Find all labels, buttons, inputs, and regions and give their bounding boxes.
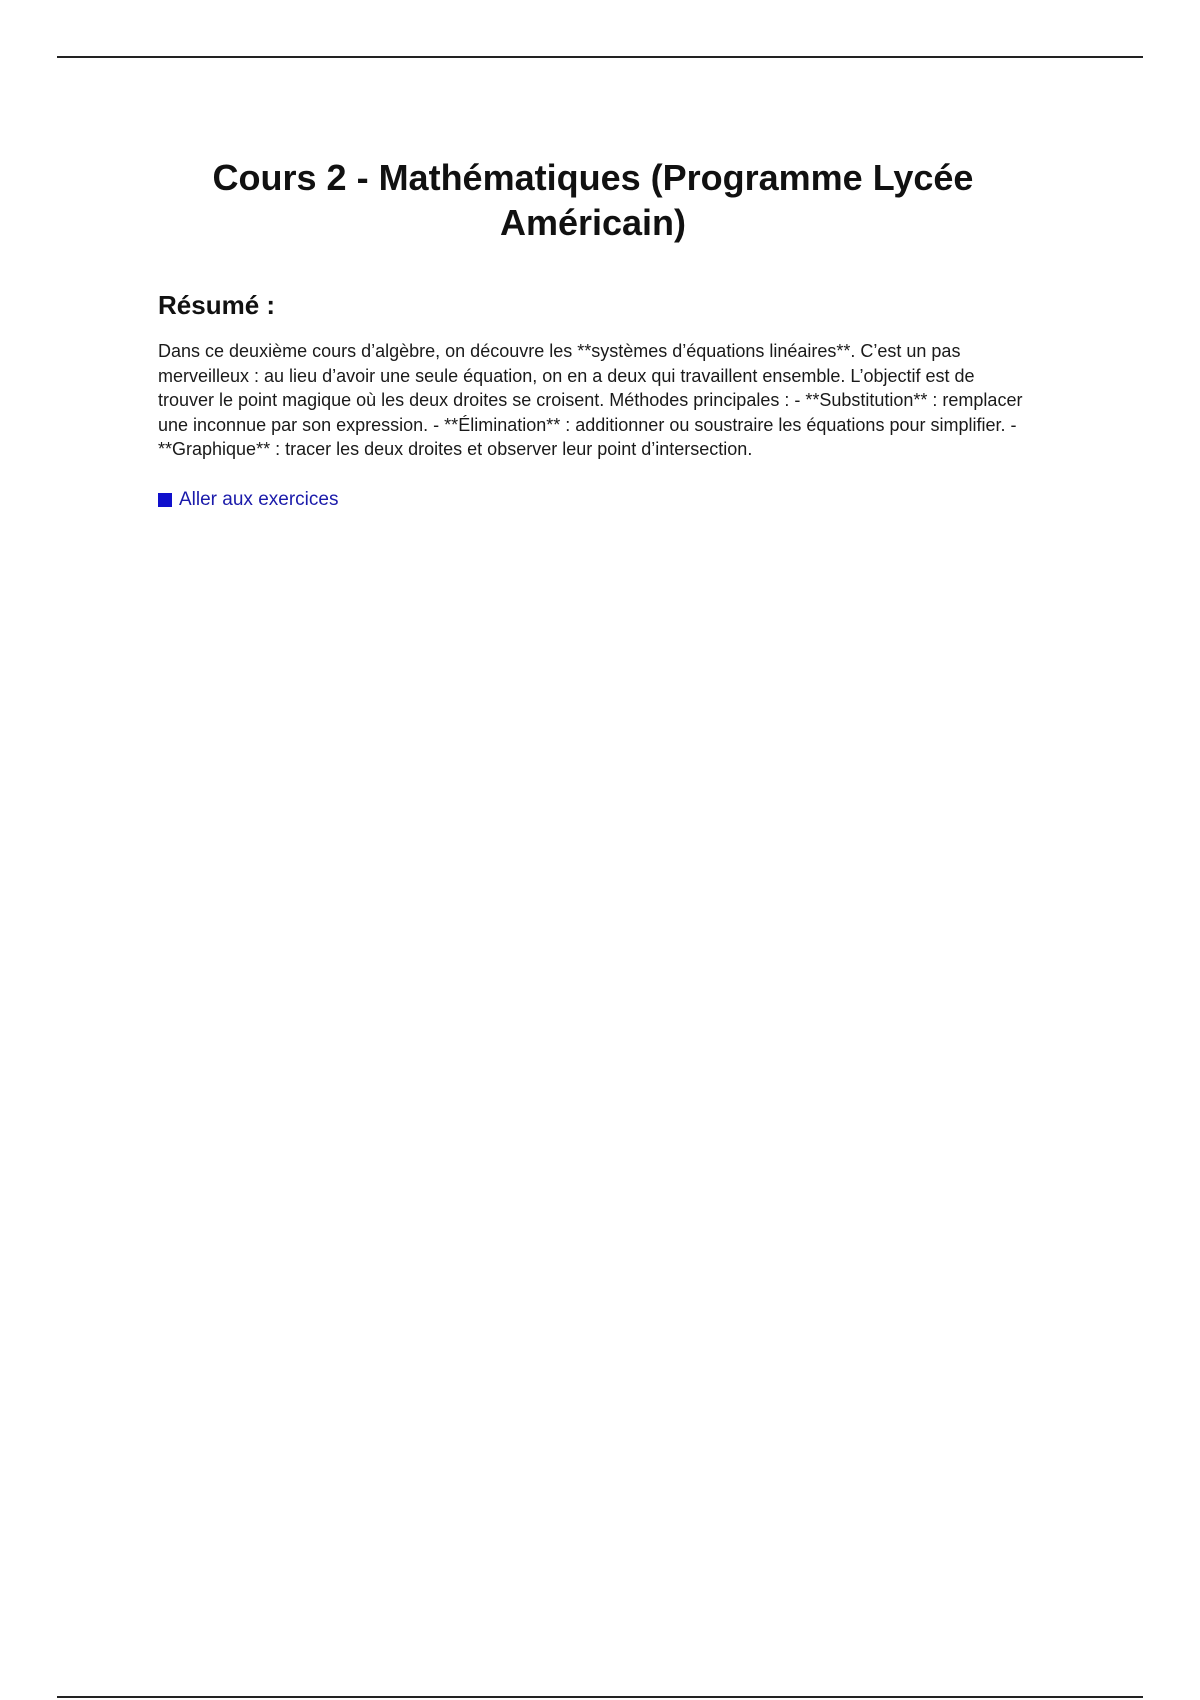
page-title: Cours 2 - Mathématiques (Programme Lycée Américain) <box>212 157 974 243</box>
top-rule <box>57 56 1143 58</box>
go-to-exercises-link[interactable]: Aller aux exercices <box>179 488 339 510</box>
summary-heading: Résumé : <box>158 290 276 320</box>
bottom-rule <box>57 1696 1143 1698</box>
exercise-link-row[interactable] <box>158 488 1028 512</box>
summary-paragraph: Dans ce deuxième cours d’algèbre, on découvre les **systèmes d’équations linéaires**. C’est un pas merveilleux : au lieu d’avoir une seule équation, on en a deux qui travaillent ensemble. L’objectif est de trouver le point magique où les deux droites se croisent. Méthodes principales : - **Substitution** : remplacer une inconnue par son expression. - **Élimination** : additionner ou soustraire les équations pour simplifier. - **Graphique** : tracer les deux droites et observer leur point d’intersection. <box>158 341 1023 459</box>
blue-square-icon <box>158 493 172 507</box>
page-content <box>158 155 1028 512</box>
